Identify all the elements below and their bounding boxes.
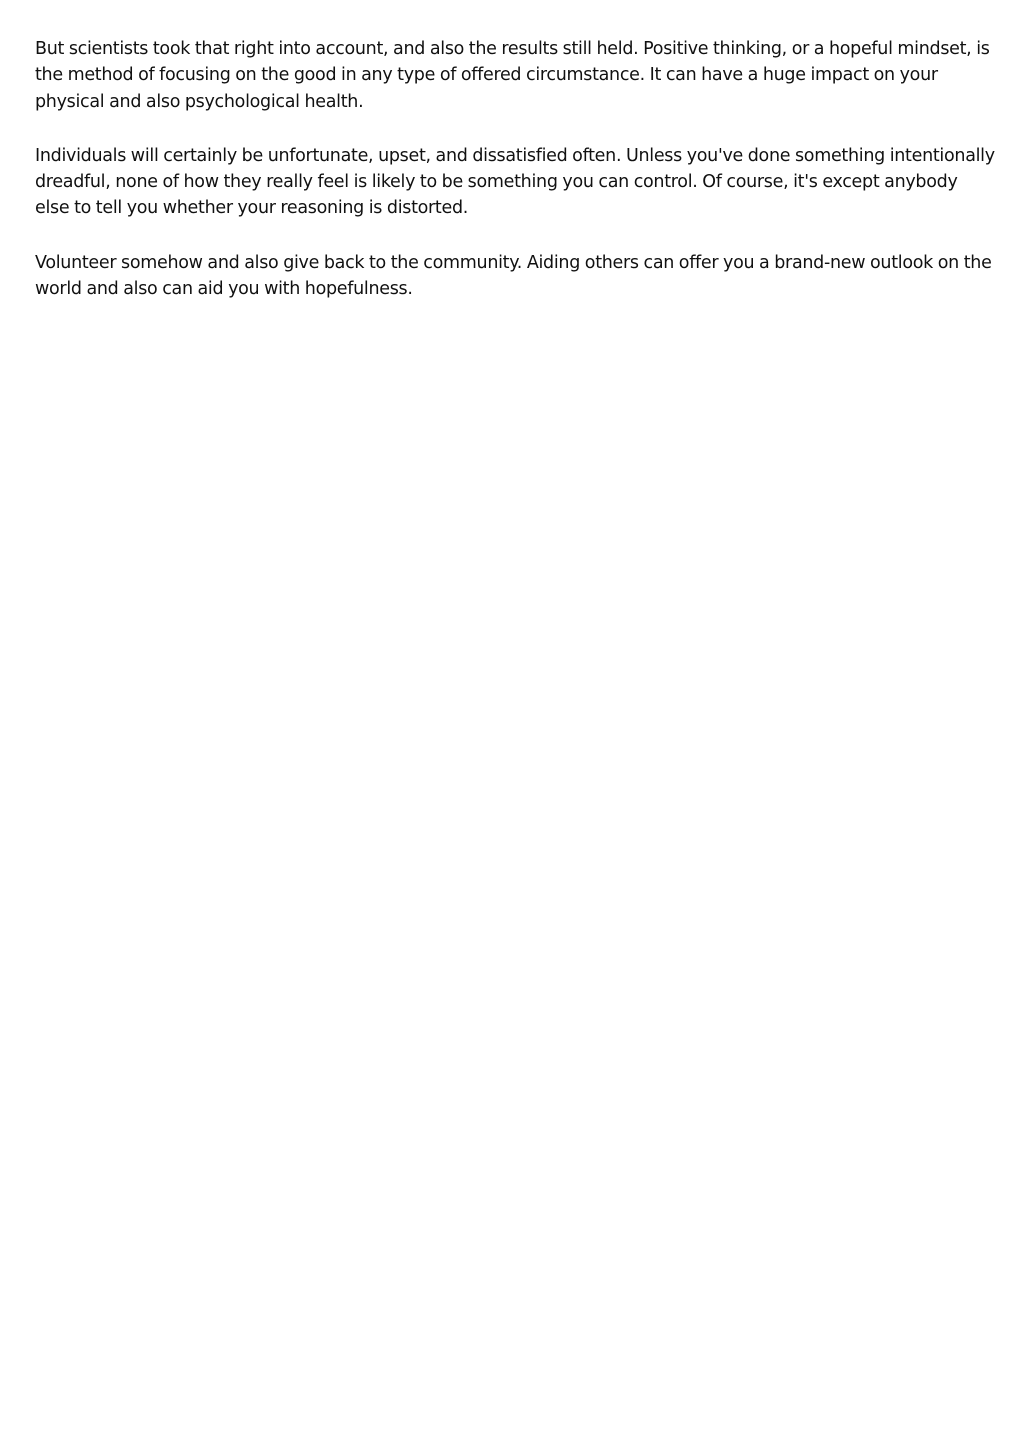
document-body [35,36,995,330]
paragraph-2: Individuals will certainly be unfortunate, upset, and dissatisfied often. Unless you've done something intentionally dreadful, none of how they really feel is likely to be something you can control. Of course, it's except anybody else to tell you whether your reasoning is distorted. [35,145,995,219]
paragraph-1: But scientists took that right into account, and also the results still held. Positive thinking, or a hopeful mindset, is the method of focusing on the good in any type of offered circumstance. It can have a huge impact on your physical and also psychological health. [35,39,990,112]
paragraph-3: Volunteer somehow and also give back to the community. Aiding others can offer you a brand-new outlook on the world and also can aid you with hopefulness. [35,252,992,300]
